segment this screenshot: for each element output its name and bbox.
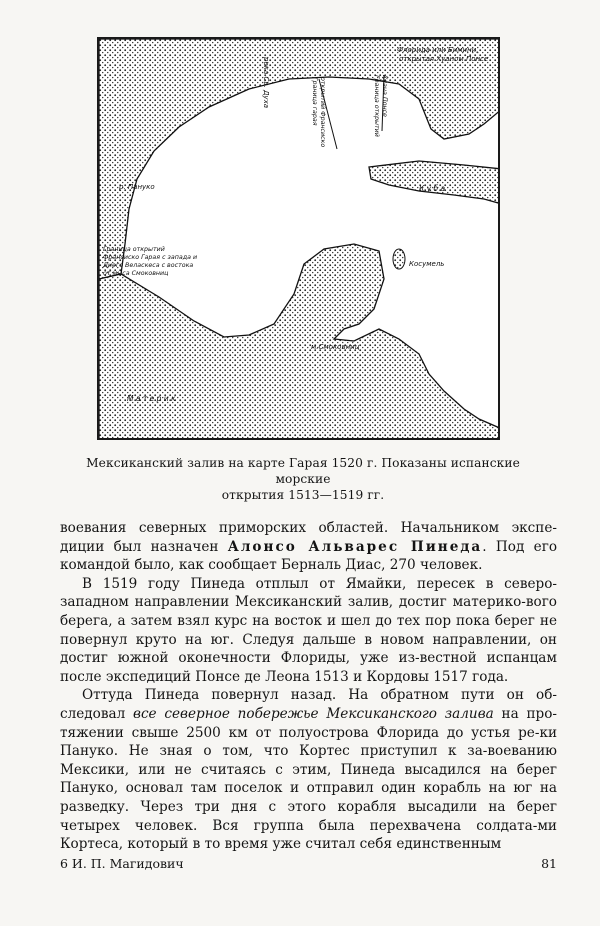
cuba-island xyxy=(369,161,500,204)
garay-label-1: Граница гарая xyxy=(311,77,318,126)
expedition-leader-name: Алонсо Альварес Пинеда xyxy=(227,538,483,555)
cozumel-island xyxy=(393,249,405,269)
page-footer xyxy=(60,856,557,871)
granica-label-2: Франсиско Гарая с запада и xyxy=(103,254,198,261)
granica-label-1: Граница открытий xyxy=(103,246,165,253)
signature-mark: 6 И. П. Магидович xyxy=(60,856,184,871)
figure-caption xyxy=(58,455,548,503)
page-number: 81 xyxy=(541,856,557,871)
smokovnic-label: м.Смоковниц xyxy=(311,343,360,351)
paragraph-2: В 1519 году Пинеда отплыл от Ямайки, пересек в северо-западном направлении Мексиканский залив, достиг материко-вого берега, а затем взял курс на восток и шел до тех пор пока берег не повернул круто на юг. Следуя дальше в новом направлении, он достиг южной оконечности Флориды, уже из-вестной испанцам после экспедиций Понсе де Леона 1513 и Кордовы 1517 года. xyxy=(60,575,557,685)
ponce-label-1: Граница открытий xyxy=(373,75,380,137)
florida-label-2: открытая Хуаном Понсе xyxy=(399,55,489,63)
body-text xyxy=(60,519,557,854)
gulf-map xyxy=(99,39,500,440)
map-figure xyxy=(97,37,500,440)
paragraph-1: воевания северных приморских областей. Начальником экспе-диции был назначен Алонсо Альварес Пинеда. Под его командой было, как сообщает Берналь Диас, 270 человек. xyxy=(60,520,557,574)
florida-label: Флорида или Бимини, xyxy=(397,46,479,54)
granica-label-4: от мыса Смоковниц xyxy=(103,270,169,277)
panuko-label: р. Пануко xyxy=(119,183,155,191)
paragraph-3: Оттуда Пинеда повернул назад. На обратном пути он об-следовал все северное побережье Мексиканского залива на про-тяжении свыше 2500 км от полуострова Флорида до устья ре-ки Пануко. Не зная о том, что Кортес приступил к за-воеванию Мексики, или не считаясь с этим, Пинеда высадился на берег Пануко, основал там поселок и отправил один корабль на юг на разведку. Через три дня с этого корабля высадили на берег четырех человек. Вся группа была перехвачена солдата-ми Кортеса, который в то время уже считал себя единственным xyxy=(60,687,557,853)
sv-duha-label: река Св. Духа xyxy=(262,57,270,108)
garay-label-2: открытий Франсиско xyxy=(319,77,326,148)
materik-label: М а т е р и к xyxy=(127,394,176,403)
italic-phrase: все северное побережье Мексиканского залива xyxy=(133,705,494,722)
caption-line-2: открытия 1513—1519 гг. xyxy=(221,488,385,502)
ponce-label-2: Хуана Понсе xyxy=(381,75,388,117)
north-coast-land xyxy=(99,39,500,279)
granica-label-3: Диего Веласкеса с востока xyxy=(103,262,194,269)
kosumel-label: Косумель xyxy=(409,260,445,268)
caption-line-1: Мексиканский залив на карте Гарая 1520 г. Показаны испанские морские xyxy=(86,456,520,486)
kuba-label: К у б а xyxy=(419,184,446,193)
